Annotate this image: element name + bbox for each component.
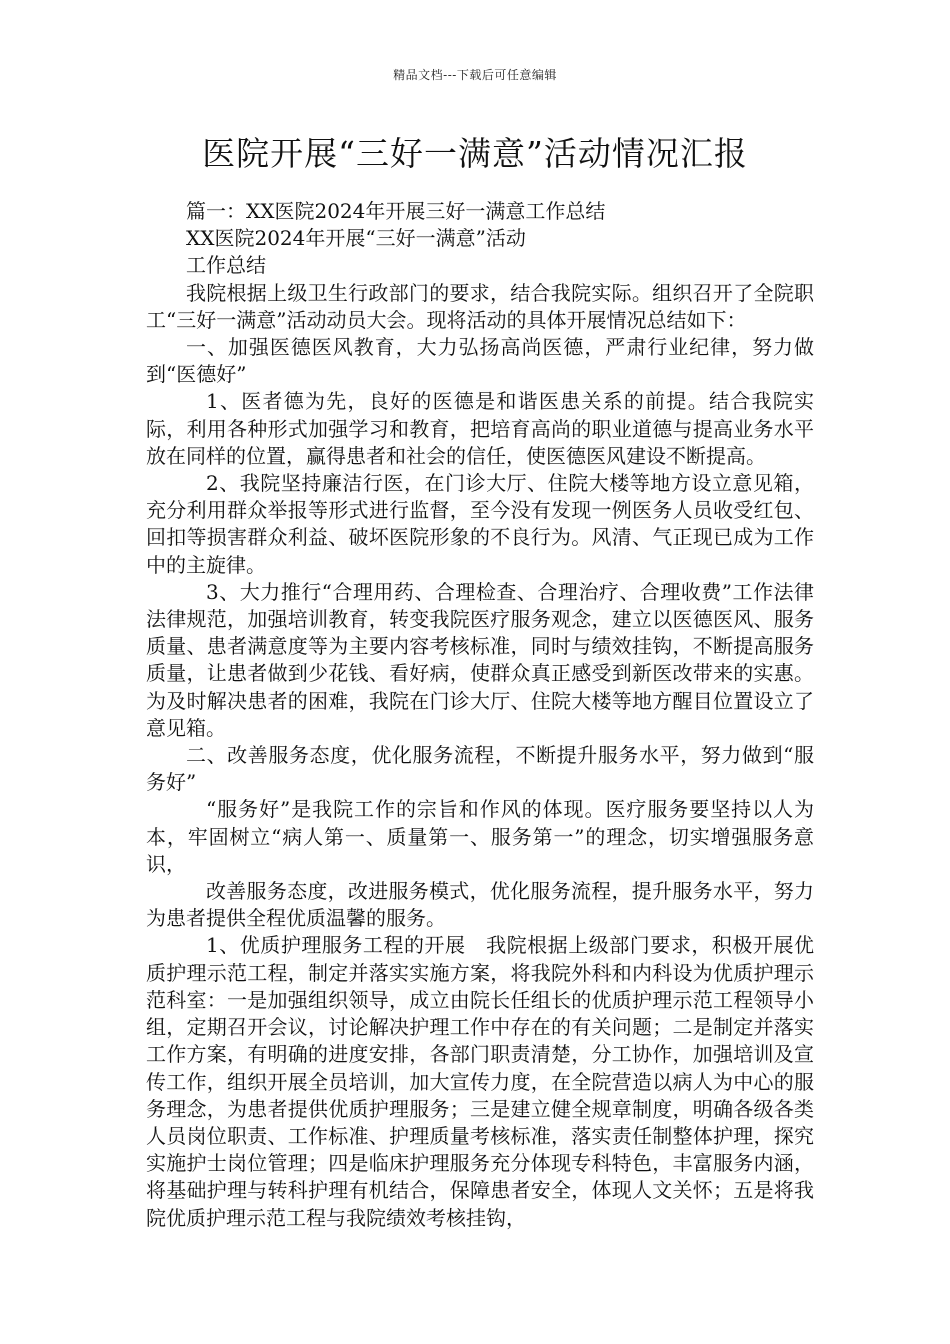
section-heading: 二、改善服务态度，优化服务流程，不断提升服务水平，努力做到“服务好” xyxy=(146,743,814,795)
paragraph: “服务好”是我院工作的宗旨和作风的体现。医疗服务要坚持以人为本，牢固树立“病人第一、质量第一、服务第一”的理念，切实增强服务意识， xyxy=(146,797,814,876)
paragraph: 3、大力推行“合理用药、合理检查、合理治疗、合理收费”工作法律法律规范，加强培训教育，转变我院医疗服务观念，建立以医德医风、服务质量、患者满意度等为主要内容考核标准，同时与绩效挂钩，不断提高服务质量，让患者做到少花钱、看好病，使群众真正感受到新医改带来的实惠。为及时解决患者的困难，我院在门诊大厅、住院大楼等地方醒目位置设立了意见箱。 xyxy=(146,579,814,740)
paragraph: 2、我院坚持廉洁行医，在门诊大厅、住院大楼等地方设立意见箱，充分利用群众举报等形式进行监督，至今没有发现一例医务人员收受红包、回扣等损害群众利益、破坏医院形象的不良行为。风清、气正现已成为工作中的主旋律。 xyxy=(146,471,814,577)
paragraph: 改善服务态度，改进服务模式，优化服务流程，提升服务水平，努力为患者提供全程优质温馨的服务。 xyxy=(146,879,814,931)
header-note: 精品文档---下载后可任意编辑 xyxy=(393,68,557,82)
section-heading: 一、加强医德医风教育，大力弘扬高尚医德，严肃行业纪律，努力做到“医德好” xyxy=(146,335,814,387)
document-body xyxy=(146,198,814,1232)
paragraph-heading-line1: XX医院2024年开展“三好一满意”活动 xyxy=(186,226,526,251)
paragraph: 我院根据上级卫生行政部门的要求，结合我院实际。组织召开了全院职工“三好一满意”活动动员大会。现将活动的具体开展情况总结如下： xyxy=(146,280,814,332)
paragraph: 1、医者德为先，良好的医德是和谐医患关系的前提。结合我院实际，利用各种形式加强学习和教育，把培育高尚的职业道德与提高业务水平放在同样的位置，赢得患者和社会的信任，使医德医风建设不断提高。 xyxy=(146,389,814,468)
paragraph-subtitle: 篇一：XX医院2024年开展三好一满意工作总结 xyxy=(186,199,606,223)
paragraph: 1、优质护理服务工程的开展 我院根据上级部门要求，积极开展优质护理示范工程，制定并落实实施方案，将我院外科和内科设为优质护理示范科室：一是加强组织领导，成立由院长任组长的优质护理示范工程领导小组，定期召开会议，讨论解决护理工作中存在的有关问题；二是制定并落实工作方案，有明确的进度安排，各部门职责清楚，分工协作，加强培训及宣传工作，组织开展全员培训，加大宣传力度，在全院营造以病人为中心的服务理念，为患者提供优质护理服务；三是建立健全规章制度，明确各级各类人员岗位职责、工作标准、护理质量考核标准，落实责任制整体护理，探究实施护士岗位管理；四是临床护理服务充分体现专科特色，丰富服务内涵，将基础护理与转科护理有机结合，保障患者安全，体现人文关怀；五是将我院优质护理示范工程与我院绩效考核挂钩， xyxy=(146,933,814,1230)
paragraph-heading-line2: 工作总结 xyxy=(186,253,266,278)
document-title: 医院开展“三好一满意”活动情况汇报 xyxy=(202,134,748,173)
